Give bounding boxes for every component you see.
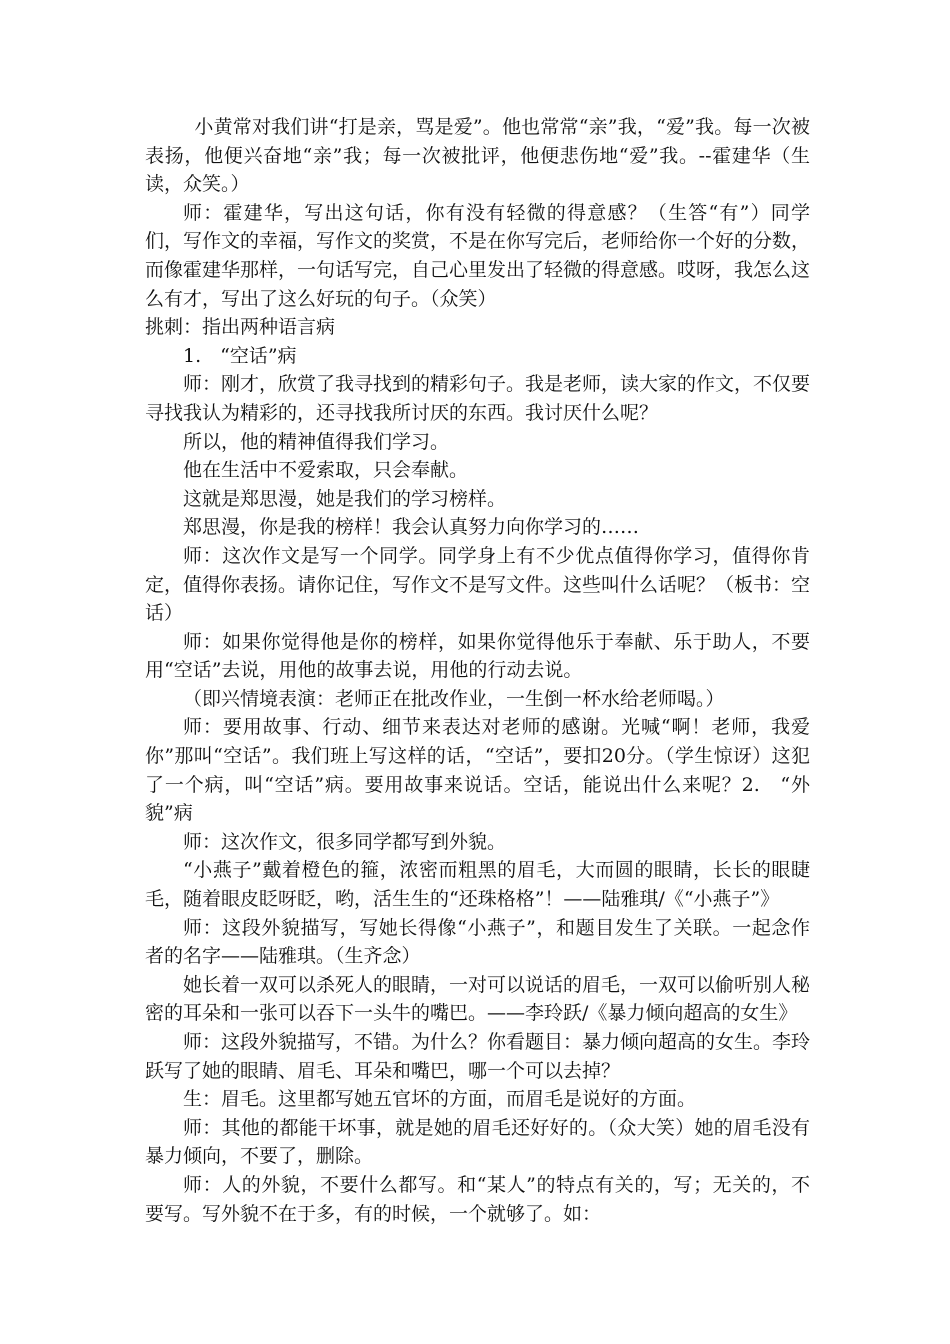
student-excerpt: “小燕子”戴着橙色的箍，浓密而粗黑的眉毛，大而圆的眼睛，长长的眼睫毛，随着眼皮眨呀眨，哟，活生生的“还珠格格”！——陆雅琪/《“小燕子”》 [145, 859, 810, 911]
quoted-sentence: 他在生活中不爱索取，只会奉献。 [183, 459, 469, 482]
paragraph: 师：刚才，欣赏了我寻找到的精彩句子。我是老师，读大家的作文，不仅要寻找我认为精彩的，还寻找我所讨厌的东西。我讨厌什么呢？ [145, 373, 811, 424]
stage-direction: （即兴情境表演：老师正在批改作业，一生倒一杯水给老师喝。） [183, 687, 725, 710]
document-body [145, 113, 810, 1228]
paragraph: 师：其他的都能干坏事，就是她的眉毛还好好的。（众大笑）她的眉毛没有暴力倾向，不要了，删除。 [145, 1116, 810, 1168]
quoted-sentence: 这就是郑思漫，她是我们的学习榜样。 [183, 487, 507, 510]
subsection-heading: 1. “空话”病 [183, 344, 297, 367]
quoted-sentence: 所以，他的精神值得我们学习。 [183, 430, 450, 453]
student-excerpt: 她长着一双可以杀死人的眼睛，一对可以说话的眉毛，一双可以偷听别人秘密的耳朵和一张可以吞下一头牛的嘴巴。——李玲跃/《暴力倾向超高的女生》 [145, 973, 811, 1025]
paragraph: 小黄常对我们讲“打是亲，骂是爱”。他也常常“亲”我，“爱”我。每一次被表扬，他便兴奋地“亲”我；每一次被批评，他便悲伤地“爱”我。--霍建华（生读，众笑。） [145, 116, 810, 196]
section-heading: 挑刺：指出两种语言病 [145, 316, 336, 339]
paragraph: 师：人的外貌，不要什么都写。和“某人”的特点有关的，写；无关的，不要写。写外貌不在于多，有的时候，一个就够了。如： [145, 1173, 810, 1225]
paragraph: 师：要用故事、行动、细节来表达对老师的感谢。光喊“啊！老师，我爱你”那叫“空话”。我们班上写这样的话，“空话”，要扣20分。（学生惊讶）这犯了一个病，叫“空话”病。要用故事来说话。空话，能说出什么来呢？2. “外貌”病 [145, 716, 810, 825]
paragraph: 师：霍建华，写出这句话，你有没有轻微的得意感？（生答“有”）同学们，写作文的幸福，写作文的奖赏，不是在你写完后，老师给你一个好的分数，而像霍建华那样，一句话写完，自己心里发出了轻微的得意感。哎呀，我怎么这么有才，写出了这么好玩的句子。（众笑） [145, 201, 811, 310]
paragraph: 师：这段外貌描写，写她长得像“小燕子”，和题目发生了关联。一起念作者的名字——陆雅琪。（生齐念） [145, 916, 810, 968]
paragraph: 师：如果你觉得他是你的榜样，如果你觉得他乐于奉献、乐于助人，不要用“空话”去说，用他的故事去说，用他的行动去说。 [145, 630, 810, 682]
paragraph: 生：眉毛。这里都写她五官坏的方面，而眉毛是说好的方面。 [183, 1088, 697, 1111]
quoted-sentence: 郑思漫，你是我的榜样！我会认真努力向你学习的…… [183, 516, 640, 539]
paragraph: 师：这次作文，很多同学都写到外貌。 [183, 830, 507, 853]
paragraph: 师：这次作文是写一个同学。同学身上有不少优点值得你学习，值得你肯定，值得你表扬。请你记住，写作文不是写文件。这些叫什么话呢？（板书：空话） [145, 544, 811, 625]
paragraph: 师：这段外貌描写，不错。为什么？你看题目：暴力倾向超高的女生。李玲跃写了她的眼睛、眉毛、耳朵和嘴巴，哪一个可以去掉？ [145, 1031, 811, 1082]
